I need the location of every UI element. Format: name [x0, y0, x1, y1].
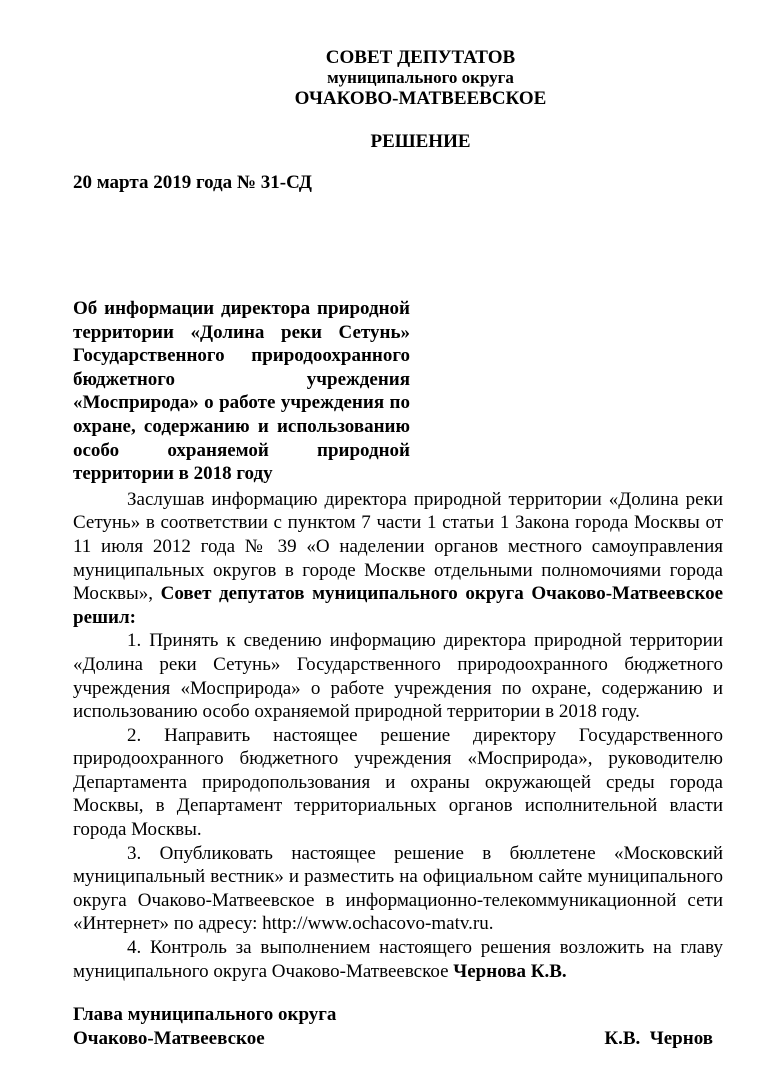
signature-position-line1: Глава муниципального округа	[73, 1004, 337, 1026]
doc-date-number: 20 марта 2019 года № 31-СД	[73, 172, 312, 193]
item-1-text: 1. Принять к сведению информацию директора природной территории «Долина реки Сетунь» Государственного природоохранного бюджетного учреждения «Мосприрода» о работе учреждения по охране, содержанию и использованию особо охраняемой природной территории в 2018 году.	[73, 630, 723, 723]
org-name-line2: муниципального округа	[327, 68, 514, 87]
item-paragraph-3	[73, 842, 723, 936]
doc-type-title: РЕШЕНИЕ	[370, 131, 471, 152]
item-paragraph-1	[73, 629, 723, 723]
org-name-line1: СОВЕТ ДЕПУТАТОВ	[325, 47, 516, 68]
signature-name: К.В. Чернов	[604, 1027, 713, 1049]
document-header	[118, 47, 723, 109]
resolved-clause-bold: Совет депутатов муниципального округа Очаково-Матвеевское решил:	[73, 583, 724, 628]
item-2-text: 2. Направить настоящее решение директору Государственного природоохранного бюджетного учреждения «Мосприрода», руководителю Департамента природопользования и охраны окружающей среды города Москвы, в Департамент территориальных органов исполнительной власти города Москвы.	[73, 724, 723, 841]
item-paragraph-4	[73, 936, 723, 983]
signature-block	[73, 1003, 723, 1050]
org-name-line3: ОЧАКОВО-МАТВЕЕВСКОЕ	[294, 88, 547, 109]
subject-paragraph: Об информации директора природной территории «Долина реки Сетунь» Государственного природоохранного бюджетного учреждения «Мосприрода» о работе учреждения по охране, содержанию и использованию особо охраняемой природной территории в 2018 году	[73, 298, 410, 485]
item-paragraph-2	[73, 724, 723, 842]
signature-line2	[73, 1027, 723, 1051]
item-4-text: 4. Контроль за выполнением настоящего решения возложить на главу муниципального округа Очаково-Матвеевское	[73, 937, 723, 982]
preamble-paragraph	[73, 488, 723, 630]
item-3-text: 3. Опубликовать настоящее решение в бюллетене «Московский муниципальный вестник» и разместить на официальном сайте муниципального округа Очаково-Матвеевское в информационно-телекоммуникационной сети «Интернет» по адресу: http://www.ochacovo-matv.ru.	[73, 842, 723, 935]
item-4-bold-name: Чернова К.В.	[453, 960, 567, 982]
preamble-text: Заслушав информацию директора природной территории «Долина реки Сетунь» в соответствии с пунктом 7 части 1 статьи 1 Закона города Москвы от 11 июля 2012 года № 39 «О наделении органов местного самоуправления муниципальных округов в городе Москве отдельными полномочиями города Москвы»,	[73, 488, 723, 605]
resolution-body	[73, 488, 723, 983]
signature-position-line2: Очаково-Матвеевское	[73, 1027, 265, 1049]
